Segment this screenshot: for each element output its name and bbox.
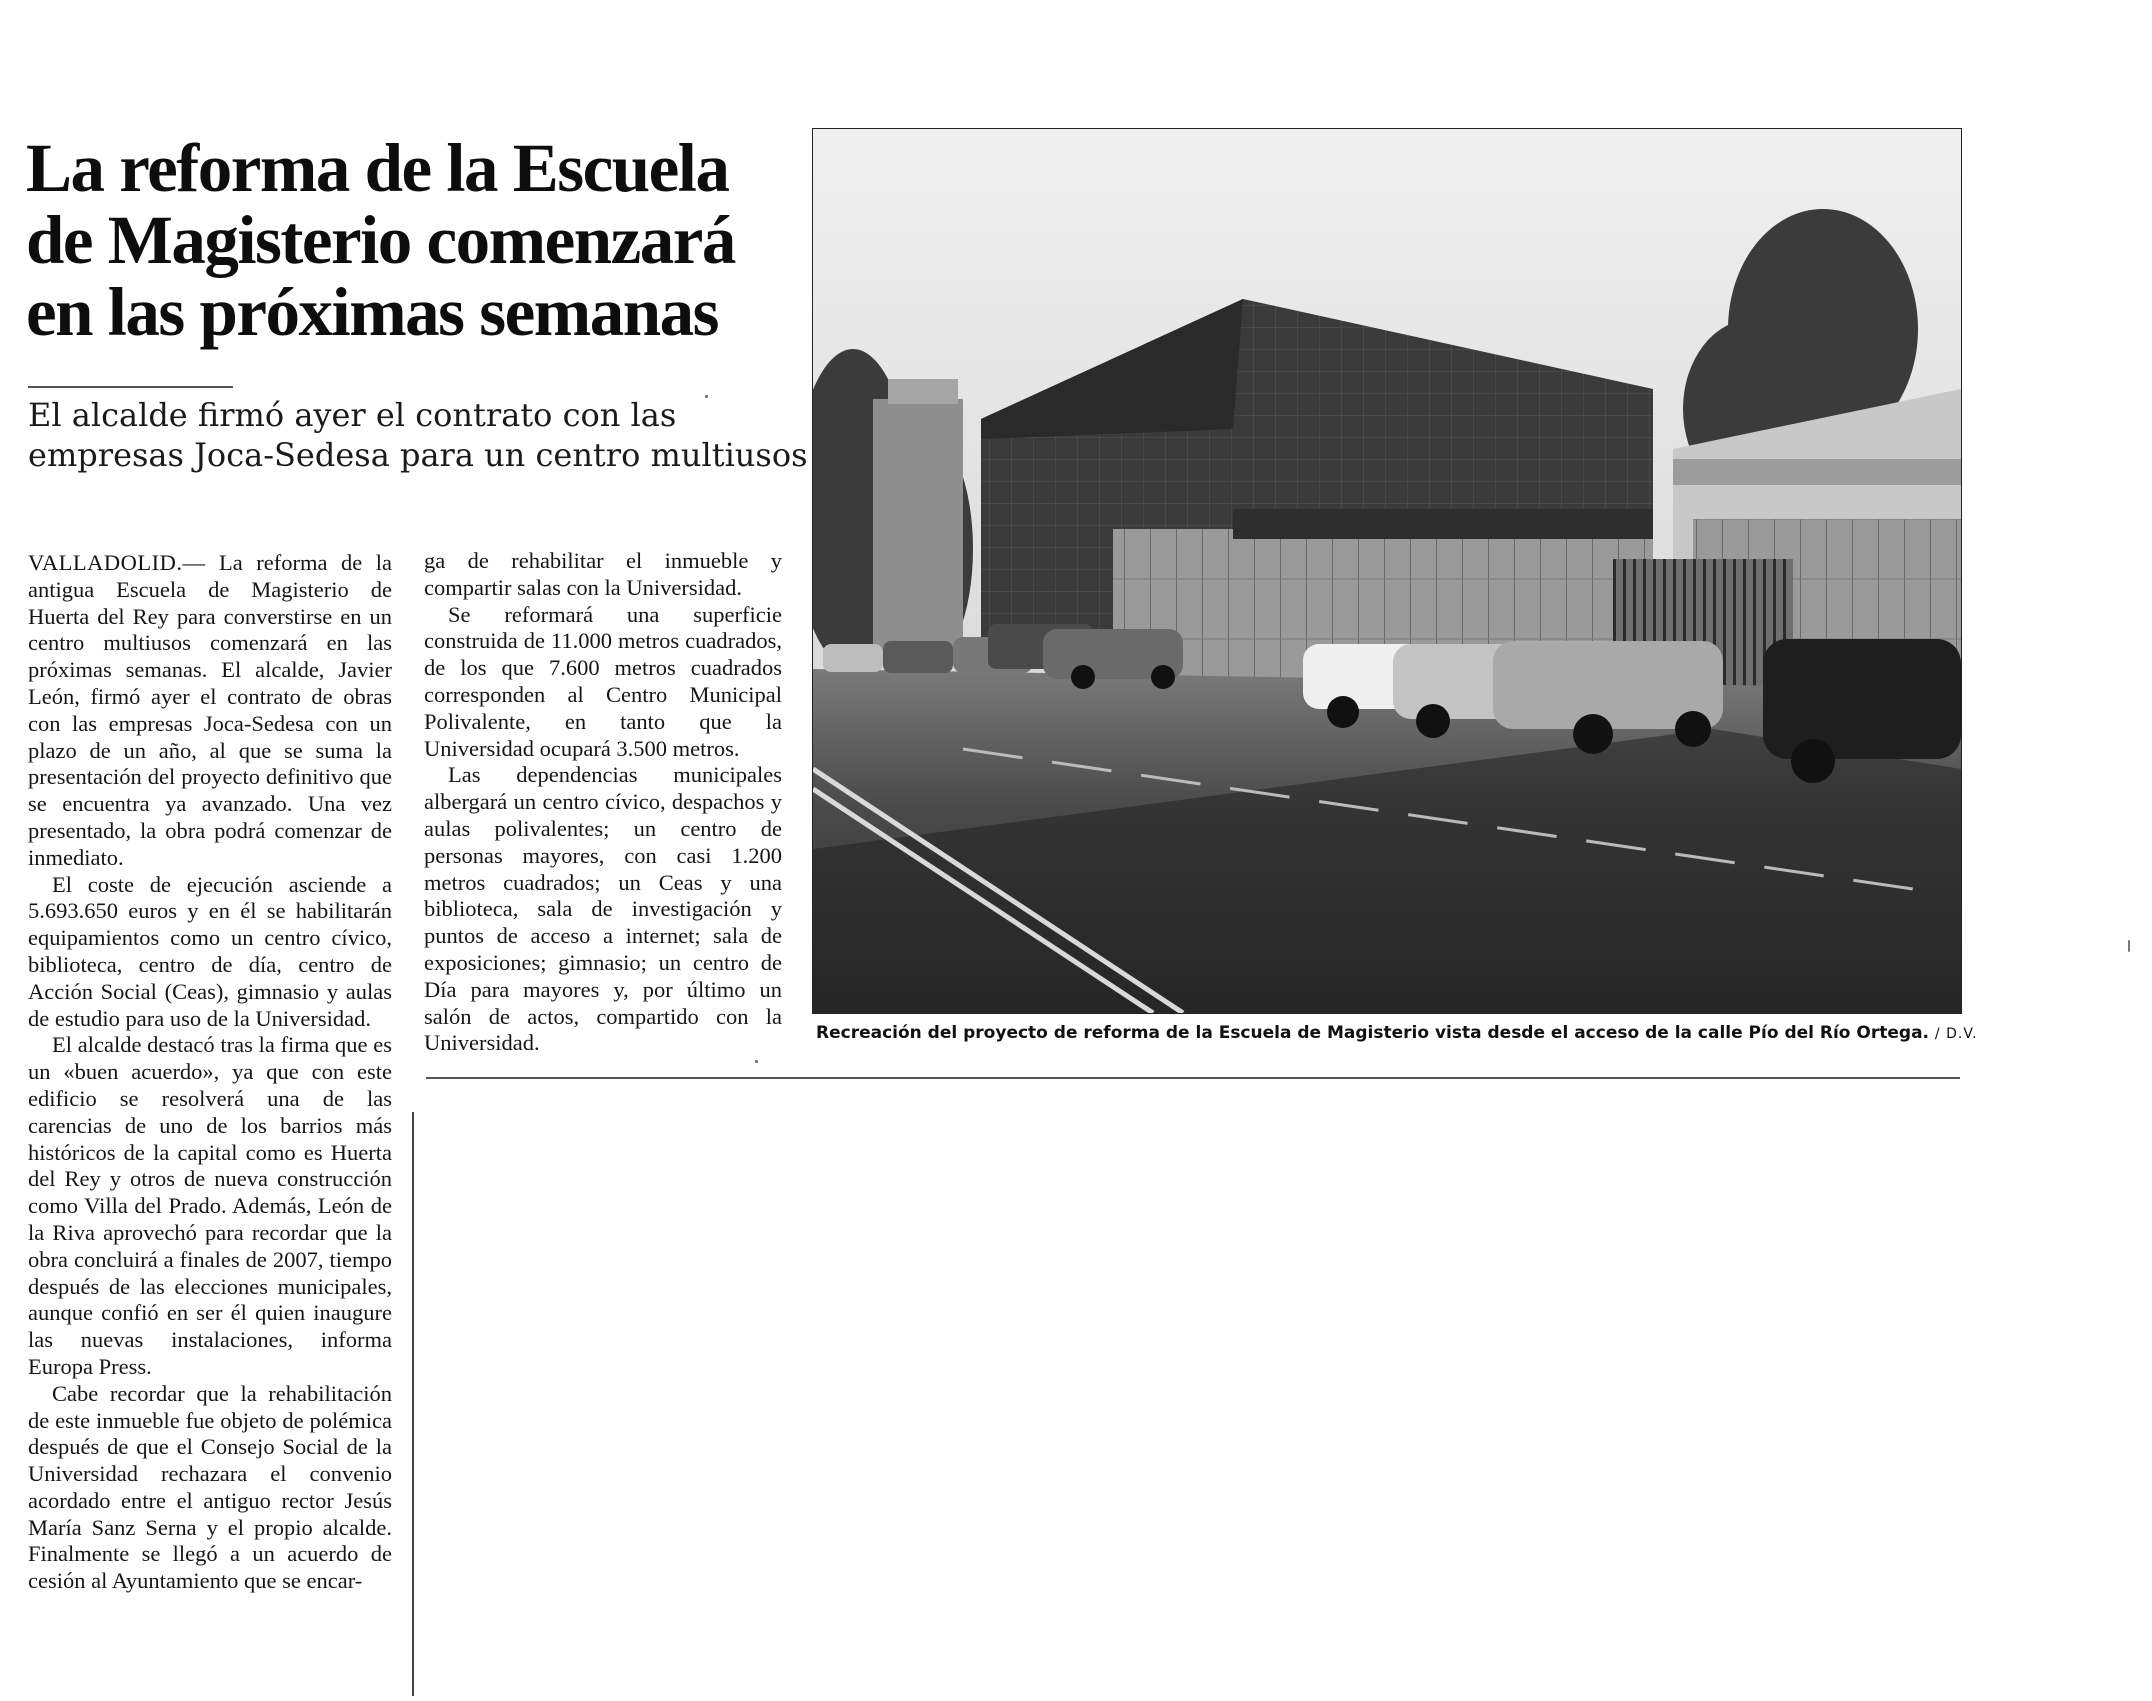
article-column-1 (28, 550, 392, 1595)
headline (26, 132, 786, 348)
photo-credit: / D.V. (1934, 1026, 1978, 1042)
headline-divider (28, 386, 233, 388)
headline-line-1: La reforma de la Escuela (26, 130, 729, 206)
caption-text: Recreación del proyecto de reforma de la Escuela de Magisterio vista desde el acceso de la calle Pío del Río Ortega. (816, 1023, 1929, 1043)
scan-mark (2128, 940, 2130, 952)
article-column-2 (424, 548, 782, 1057)
dateline: VALLADOLID.— (28, 550, 206, 575)
paragraph-6: Se reformará una superficie construida de 11.000 metros cuadrados, de los que 7.600 metros cuadrados corresponden al Centro Municipal Polivalente, en tanto que la Universidad ocupará 3.500 metros. (424, 601, 782, 761)
photo-bottom-rule (426, 1077, 1960, 1079)
subheadline-line-1: El alcalde firmó ayer el contrato con las (28, 396, 677, 434)
paragraph-3: El alcalde destacó tras la firma que es un «buen acuerdo», ya que con este edificio se resolverá una de las carencias de uno de los barrios más históricos de la capital como es Huerta del Rey y otros de nueva construcción como Villa del Prado. Además, León de la Riva aprovechó para recordar que la obra concluirá a finales de 2007, tiempo después de las elecciones municipales, aunque confió en ser él quien inaugure las nuevas instalaciones, informa Europa Press. (28, 1032, 392, 1379)
headline-line-3: en las próximas semanas (26, 274, 718, 350)
paragraph-7: Las dependencias municipales albergará un centro cívico, despachos y aulas polivalentes; un centro de personas mayores, con casi 1.200 metros cuadrados; un Ceas y una biblioteca, sala de investigación y puntos de acceso a internet; sala de exposiciones; gimnasio; un centro de Día para mayores y, por último un salón de actos, compartido con la Universidad. (424, 762, 782, 1056)
paragraph-2: El coste de ejecución asciende a 5.693.650 euros y en él se habilitarán equipamientos como un centro cívico, biblioteca, centro de día, centro de Acción Social (Ceas), gimnasio y aulas de estudio para uso de la Universidad. (28, 871, 392, 1031)
paragraph-1-text: La reforma de la antigua Escuela de Magisterio de Huerta del Rey para converstirse en un centro multiusos comenzará en las próximas semanas. El alcalde, Javier León, firmó ayer el contrato de obras con las empresas Joca-Sedesa con un plazo de un año, al que se suma la presentación del proyecto definitivo que se encuentra ya avanzado. Una vez presentado, la obra podrá comenzar de inmediato. (28, 550, 392, 870)
article-photo (812, 128, 1962, 1014)
headline-line-2: de Magisterio comenzará (26, 202, 735, 278)
subheadline (28, 395, 808, 475)
scan-speck (705, 395, 708, 398)
column-divider (412, 1112, 414, 1696)
subheadline-line-2: empresas Joca-Sedesa para un centro multiusos (28, 436, 808, 474)
photo-tower (873, 379, 963, 659)
photo-caption (816, 1022, 1978, 1045)
paragraph-4: Cabe recordar que la rehabilitación de este inmueble fue objeto de polémica después de que el Consejo Social de la Universidad rechazara el convenio acordado entre el antiguo rector Jesús María Sanz Serna y el propio alcalde. Finalmente se llegó a un acuerdo de cesión al Ayuntamiento que se encar- (28, 1380, 392, 1594)
paragraph-1 (28, 550, 392, 872)
paragraph-5: ga de rehabilitar el inmueble y compartir salas con la Universidad. (424, 548, 782, 600)
scan-speck (755, 1060, 758, 1063)
